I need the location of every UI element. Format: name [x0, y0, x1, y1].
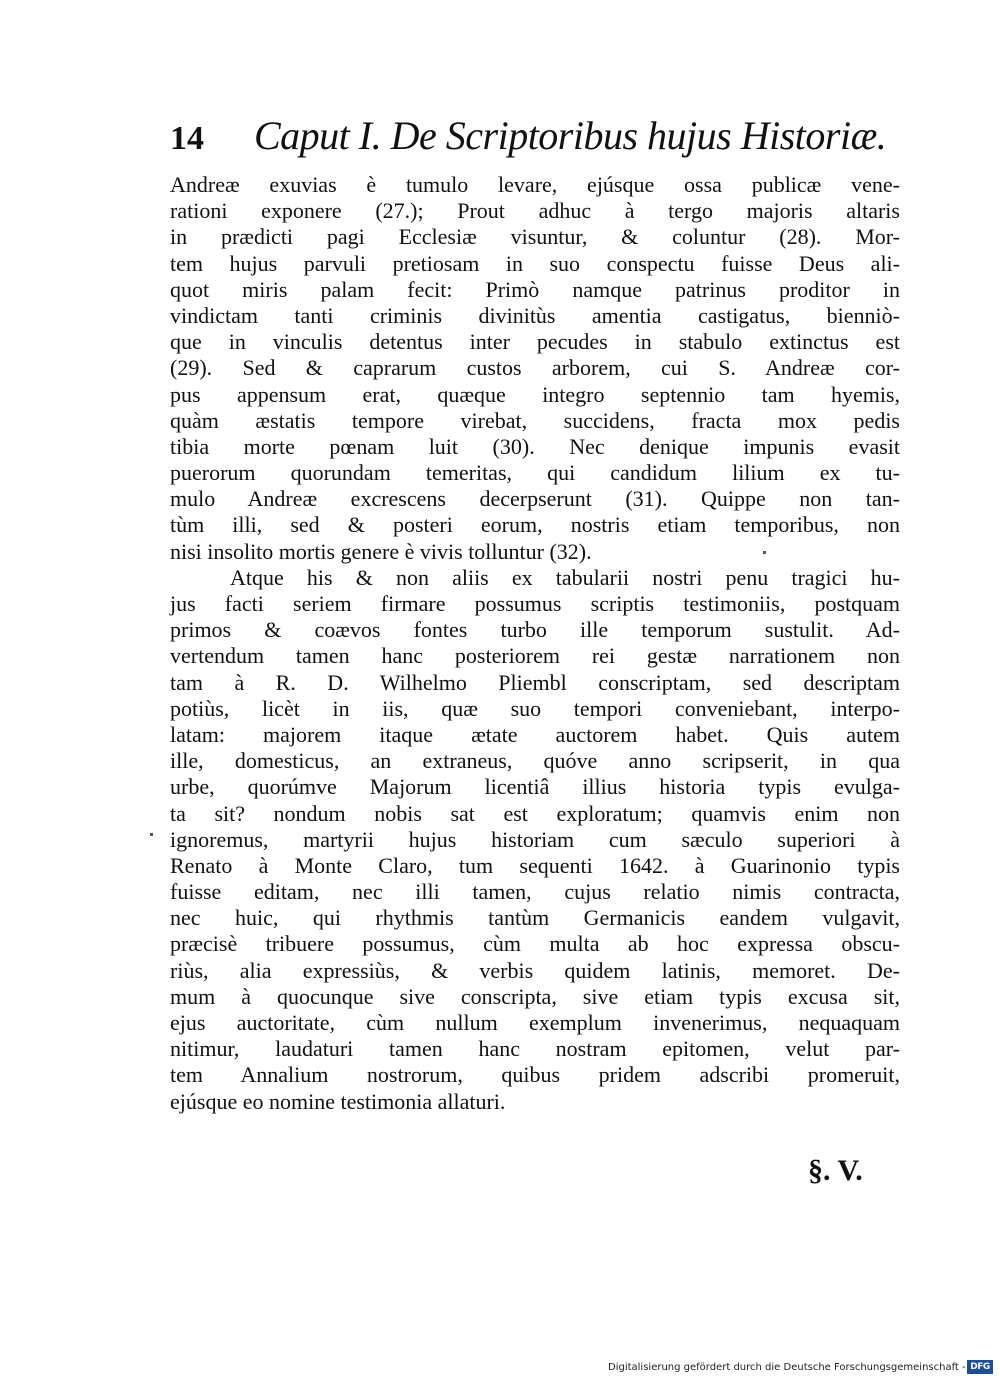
text-line: Andreæ exuvias è tumulo levare, ejúsque ossa publicæ vene- — [170, 172, 900, 197]
text-line: ta sit? nondum nobis sat est exploratum; quamvis enim non — [170, 800, 900, 826]
text-line: tem Annalium nostrorum, quibus pridem adscribi promeruit, — [170, 1062, 900, 1088]
section-mark: §. V. — [808, 1154, 863, 1187]
running-title: Caput I. De Scriptoribus hujus Historiæ. — [254, 113, 887, 158]
text-line: vertendum tamen hanc posteriorem rei gestæ narrationem non — [170, 643, 900, 669]
text-line: pus appensum erat, quæque integro septennio tam hyemis, — [170, 381, 900, 407]
text-line: tibia morte pœnam luit (30). Nec denique impunis evasit — [170, 433, 900, 459]
text-line: mulo Andreæ excrescens decerpserunt (31). Quippe non tan- — [170, 486, 900, 512]
text-line: nitimur, laudaturi tamen hanc nostram epitomen, velut par- — [170, 1036, 900, 1062]
text-line: ejus auctoritate, cùm nullum exemplum invenerimus, nequaquam — [170, 1010, 900, 1035]
text-line: primos & coævos fontes turbo ille temporum sustulit. Ad- — [170, 617, 900, 643]
text-line: rationi exponere (27.); Prout adhuc à tergo majoris altaris — [170, 198, 900, 224]
text-line: ejúsque eo nomine testimonia allaturi. — [170, 1088, 506, 1114]
paragraph-2 — [170, 565, 900, 1115]
text-line: præcisè tribuere possumus, cùm multa ab hoc expressa obscu- — [170, 931, 900, 957]
text-line: jus facti seriem firmare possumus scriptis testimoniis, postquam — [170, 591, 900, 616]
paragraph-1 — [170, 172, 900, 565]
text-line: nisi insolito mortis genere è vivis tolluntur (32). — [170, 538, 592, 564]
text-line: vindictam tanti criminis divinitùs amentia castigatus, bienniò- — [170, 302, 900, 328]
text-line: ignoremus, martyrii hujus historiam cum sæculo superiori à — [170, 826, 900, 852]
text-line: latam: majorem itaque ætate auctorem habet. Quis autem — [170, 721, 900, 747]
text-line: mum à quocunque sive conscripta, sive etiam typis excusa sit, — [170, 983, 900, 1009]
scan-speck — [763, 551, 766, 554]
text-line: tam à R. D. Wilhelmo Pliembl conscriptam, sed descriptam — [170, 669, 900, 695]
digitization-credit: Digitalisierung gefördert durch die Deutsche Forschungsgemeinschaft - — [608, 1362, 966, 1373]
text-line: nec huic, qui rhythmis tantùm Germanicis eandem vulgavit, — [170, 905, 900, 931]
text-line: urbe, quorúmve Majorum licentiâ illius historia typis evulga- — [170, 774, 900, 800]
scan-speck — [150, 833, 153, 836]
body-text — [170, 172, 900, 1115]
text-line: Atque his & non aliis ex tabularii nostri penu tragici hu- — [230, 564, 900, 590]
text-line: potiùs, licèt in iis, quæ suo tempori conveniebant, interpo- — [170, 695, 900, 721]
text-line: tùm illi, sed & posteri eorum, nostris etiam temporibus, non — [170, 512, 900, 538]
text-line: puerorum quorundam temeritas, qui candidum lilium ex tu- — [170, 460, 900, 486]
text-line: quot miris palam fecit: Primò namque patrinus proditor in — [170, 276, 900, 302]
text-line: in prædicti pagi Ecclesiæ visuntur, & coluntur (28). Mor- — [170, 224, 900, 250]
text-line: tem hujus parvuli pretiosam in suo conspectu fuisse Deus ali- — [170, 250, 900, 276]
page-number: 14 — [170, 120, 204, 157]
dfg-logo: DFG — [967, 1360, 993, 1374]
text-line: fuisse editam, nec illi tamen, cujus relatio nimis contracta, — [170, 879, 900, 905]
text-line: ille, domesticus, an extraneus, quóve anno scripserit, in qua — [170, 748, 900, 774]
text-line: Renato à Monte Claro, tum sequenti 1642. à Guarinonio typis — [170, 852, 900, 878]
page-header — [170, 112, 890, 160]
text-line: riùs, alia expressiùs, & verbis quidem latinis, memoret. De- — [170, 957, 900, 983]
text-line: quàm æstatis tempore virebat, succidens, fracta mox pedis — [170, 407, 900, 433]
text-line: que in vinculis detentus inter pecudes in stabulo extinctus est — [170, 329, 900, 355]
text-line: (29). Sed & caprarum custos arborem, cui S. Andreæ cor- — [170, 355, 900, 381]
